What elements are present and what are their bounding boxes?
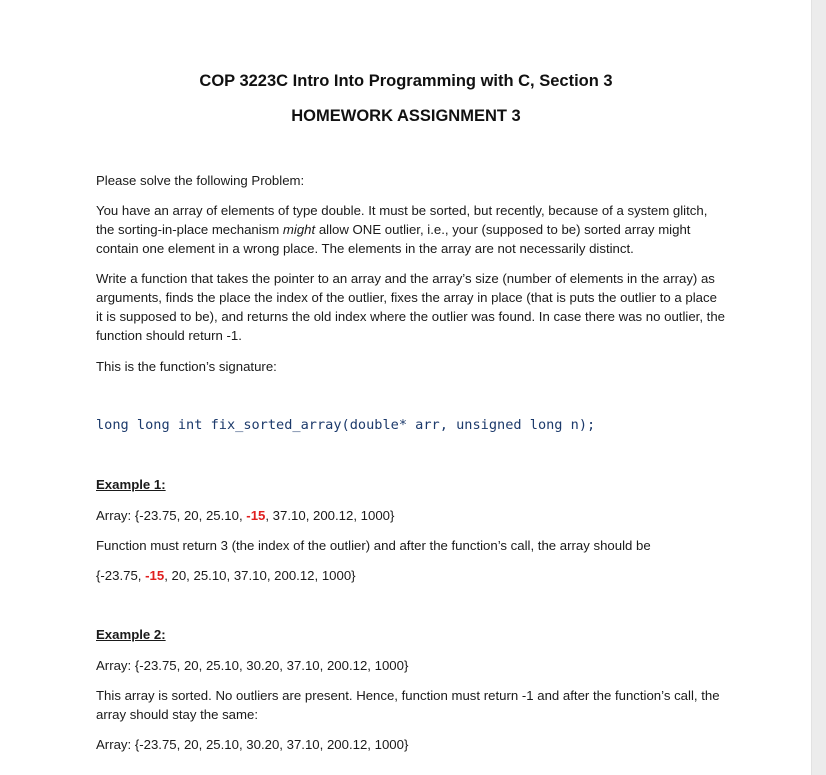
problem-text-end: allow ONE outlier, i.e., your (supposed to be) sorted array might contain one element in a wrong place. The elements in the array are not necessarily distinct. [96, 222, 691, 256]
scrollbar-gutter[interactable] [811, 0, 826, 775]
problem-emphasis: might [282, 222, 316, 237]
signature-intro: This is the function’s signature: [96, 359, 277, 374]
example2-heading: Example 2: [96, 627, 166, 642]
example1-result-outlier: -15 [145, 568, 165, 583]
function-signature-code: long long int fix_sorted_array(double* arr, unsigned long n); [96, 417, 596, 433]
example2-result: Array: {-23.75, 20, 25.10, 30.20, 37.10, 200.12, 1000} [96, 737, 409, 752]
example1-result-end: , 20, 25.10, 37.10, 200.12, 1000} [164, 568, 356, 583]
example1-array [96, 506, 726, 525]
intro-paragraph: Please solve the following Problem: [96, 173, 305, 188]
example1-heading: Example 1: [96, 477, 166, 492]
example1-explanation: Function must return 3 (the index of the outlier) and after the function’s call, the array should be [96, 538, 651, 553]
document-title: COP 3223C Intro Into Programming with C, Section 3 [199, 72, 613, 90]
example1-array-start: Array: {-23.75, 20, 25.10, [96, 508, 247, 523]
example2-array: Array: {-23.75, 20, 25.10, 30.20, 37.10, 200.12, 1000} [96, 658, 409, 673]
example1-outlier-value: -15 [246, 508, 266, 523]
example2-explanation: This array is sorted. No outliers are present. Hence, function must return -1 and after the function’s call, the array should stay the same: [96, 688, 720, 722]
document-subtitle: HOMEWORK ASSIGNMENT 3 [291, 107, 521, 125]
example1-result [96, 566, 726, 585]
example1-result-start: {-23.75, [96, 568, 146, 583]
problem-text-start: You have an array of elements of type double. It must be sorted, but recently, because of a system glitch, the sorting-in-place mechanism [96, 203, 708, 237]
example1-array-end: , 37.10, 200.12, 1000} [265, 508, 395, 523]
problem-paragraph [96, 201, 726, 258]
task-paragraph: Write a function that takes the pointer to an array and the array’s size (number of elements in the array) as arguments, finds the place the index of the outlier, fixes the array in place (that is puts the outlier to a place it is supposed to be), and returns the old index where the outlier was found. In case there was no outlier, the function should return -1. [96, 271, 725, 343]
